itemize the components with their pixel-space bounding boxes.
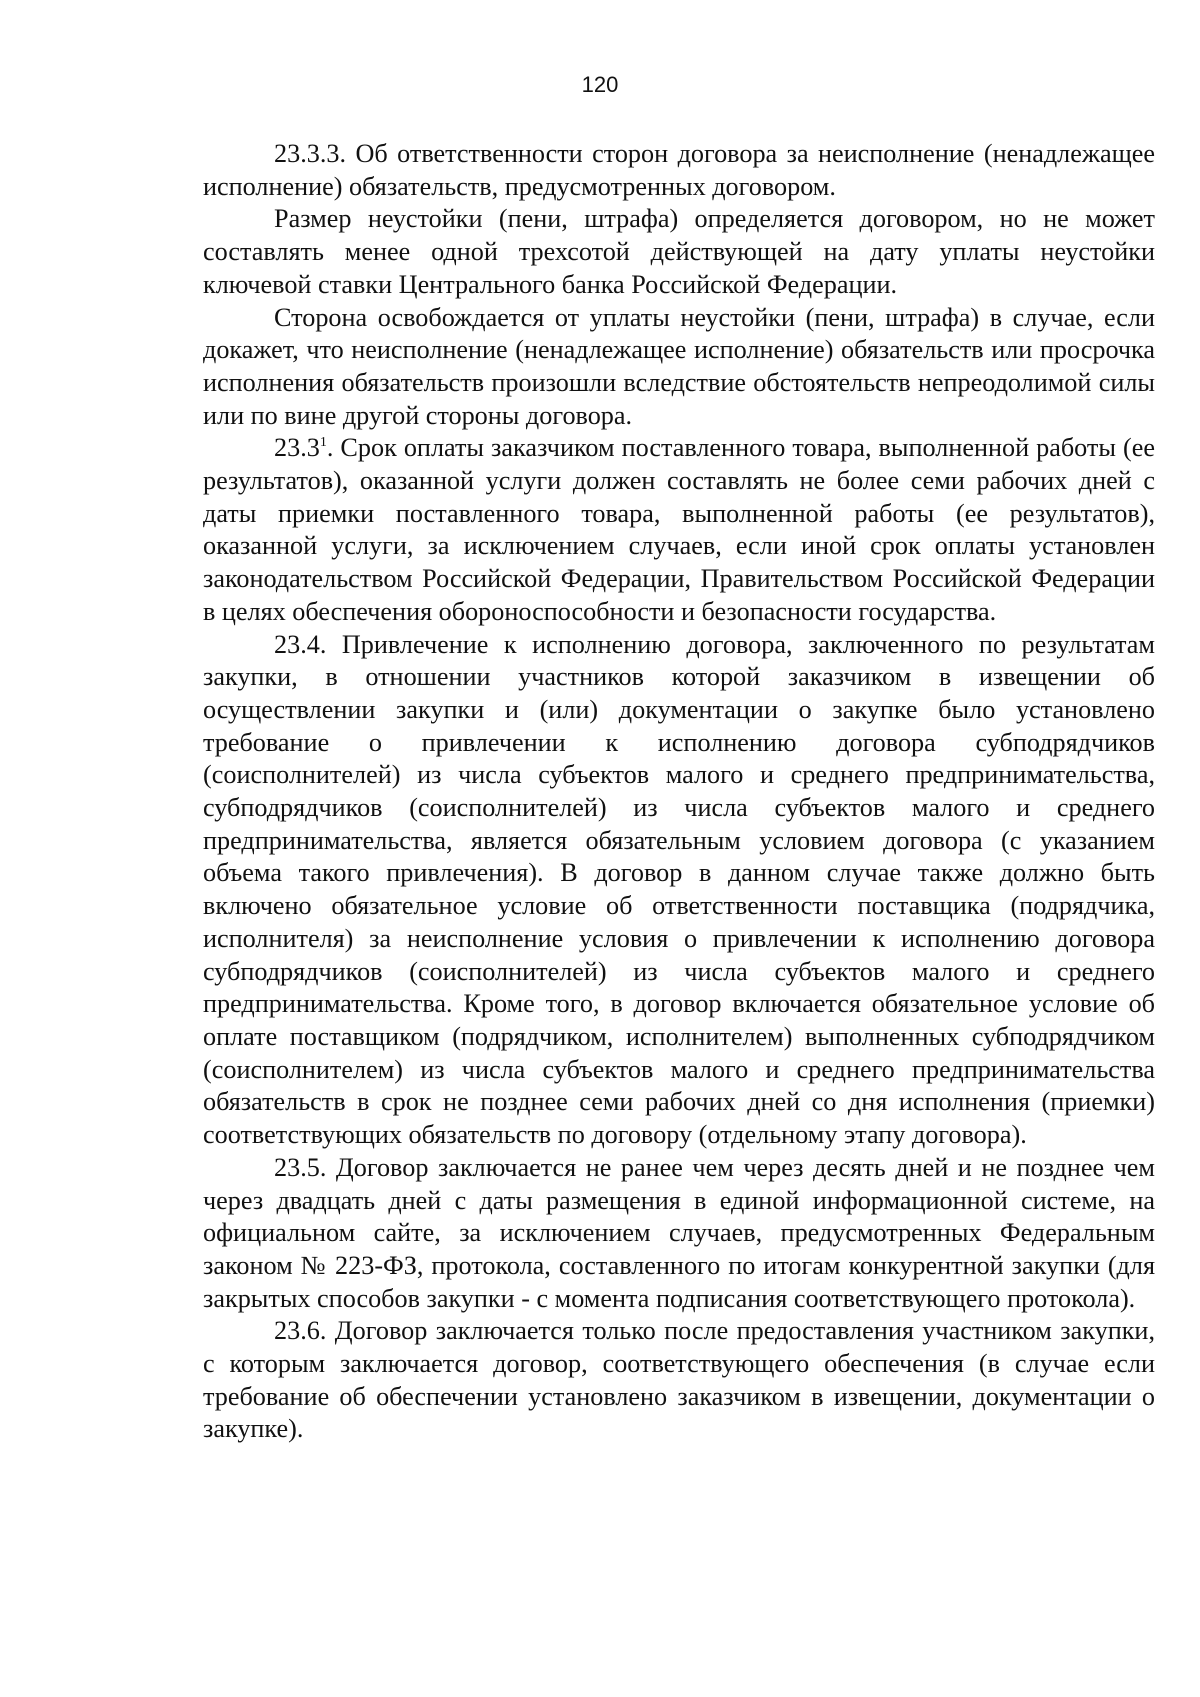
paragraph-23-4: 23.4. Привлечение к исполнению договора, заключенного по результатам закупки, в отношении участников которой заказчиком в извещении об осуществлении закупки и (или) документации о закупке было установлено требование о привлечении к исполнению договора субподрядчиков (соисполнителей) из числа субъектов малого и среднего предпринимательства, субподрядчиков (соисполнителей) из числа субъектов малого и среднего предпринимательства, является обязательным условием договора (с указанием объема такого привлечения). В договор в данном случае также должно быть включено обязательное условие об ответственности поставщика (подрядчика, исполнителя) за неисполнение условия о привлечении к исполнению договора субподрядчиков (соисполнителей) из числа субъектов малого и среднего предпринимательства. Кроме того, в договор включается обязательное условие об оплате поставщиком (подрядчиком, исполнителем) выполненных субподрядчиком (соисполнителем) из числа субъектов малого и среднего предпринимательства обязательств в срок не позднее семи рабочих дней со дня исполнения (приемки) соответствующих обязательств по договору (отдельному этапу договора). [203,629,1155,1150]
clause-superscript: 1 [319,435,327,451]
paragraph-23-5: 23.5. Договор заключается не ранее чем через десять дней и не позднее чем через двадцать дней с даты размещения в единой информационной системе, на официальном сайте, за исключением случаев, предусмотренных Федеральным законом № 223-ФЗ, протокола, составленного по итогам конкурентной закупки (для закрытых способов закупки - с момента подписания соответствующего протокола). [203,1152,1155,1313]
paragraph-23-6: 23.6. Договор заключается только после предоставления участником закупки, с которым заключается договор, соответствующего обеспечения (в случае если требование об обеспечении установлено заказчиком в извещении, документации о закупке). [203,1316,1155,1444]
paragraph-23-3-1 [203,432,1155,628]
clause-number: 23.3 [274,433,320,463]
clause-text: . Срок оплаты заказчиком поставленного товара, выполненной работы (ее результатов), оказанной услуги должен составлять не более семи рабочих дней с даты приемки поставленного товара, выполненной работы (ее результатов), оказанной услуги, за исключением случаев, если иной срок оплаты установлен законодательством Российской Федерации, Правительством Российской Федерации в целях обеспечения обороноспособности и безопасности государства. [203,433,1155,626]
document-body [203,138,1155,1446]
paragraph-penalty-size: Размер неустойки (пени, штрафа) определяется договором, но не может составлять менее одной трехсотой действующей на дату уплаты неустойки ключевой ставки Центрального банка Российской Федерации. [203,204,1155,299]
paragraph-23-3-3: 23.3.3. Об ответственности сторон договора за неисполнение (ненадлежащее исполнение) обязательств, предусмотренных договором. [203,139,1155,201]
paragraph-force-majeure: Сторона освобождается от уплаты неустойки (пени, штрафа) в случае, если докажет, что неисполнение (ненадлежащее исполнение) обязательств или просрочка исполнения обязательств произошли вследствие обстоятельств непреодолимой силы или по вине другой стороны договора. [203,302,1155,430]
page-number: 120 [581,72,619,97]
